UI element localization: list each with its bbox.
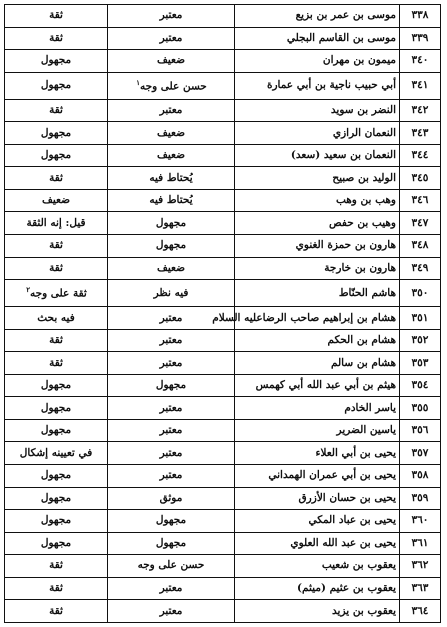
row-number-text: ٣٥٤ bbox=[411, 379, 429, 392]
status-cell-text: مجهول bbox=[40, 401, 72, 414]
narrator-name-text: يحيى بن عبد الله العلوي bbox=[290, 536, 396, 549]
narrator-name-text: يعقوب بن عثيم (ميثم) bbox=[297, 581, 396, 594]
status-cell bbox=[5, 72, 108, 99]
narrator-name bbox=[235, 397, 400, 420]
grading-cell bbox=[108, 442, 235, 465]
table-row bbox=[5, 465, 441, 488]
status-cell-text: في تعيينه إشكال bbox=[19, 446, 93, 459]
status-cell bbox=[5, 167, 108, 190]
row-number bbox=[400, 144, 441, 167]
row-number bbox=[400, 352, 441, 375]
narrator-name-text: هشام بن إبراهيم صاحب الرضاعليه السلام bbox=[212, 311, 396, 324]
status-cell-text: قيل: إنه الثقة bbox=[26, 216, 86, 229]
status-cell-text: ثقة bbox=[49, 356, 63, 369]
narrator-name bbox=[235, 419, 400, 442]
grading-cell bbox=[108, 510, 235, 533]
narrator-name-text: هشام بن الحكم bbox=[327, 334, 396, 347]
status-cell bbox=[5, 442, 108, 465]
narrator-name bbox=[235, 257, 400, 280]
row-number-text: ٣٥٢ bbox=[411, 334, 429, 347]
narrator-name-text: هشام بن سالم bbox=[330, 356, 396, 369]
grading-cell bbox=[108, 600, 235, 623]
grading-cell-text: معتبر bbox=[159, 9, 183, 22]
grading-cell bbox=[108, 555, 235, 578]
row-number-text: ٣٤٦ bbox=[411, 194, 429, 207]
row-number bbox=[400, 465, 441, 488]
narrator-name bbox=[235, 122, 400, 145]
grading-cell-text: معتبر bbox=[159, 401, 183, 414]
narrator-name-text: موسى بن عمر بن بزيع bbox=[295, 9, 396, 22]
status-cell-text: ثقة bbox=[49, 334, 63, 347]
narrator-name-text: يعقوب بن شعيب bbox=[321, 559, 396, 572]
status-cell bbox=[5, 5, 108, 28]
grading-cell bbox=[108, 397, 235, 420]
narrator-name bbox=[235, 487, 400, 510]
status-cell-text: مجهول bbox=[40, 536, 72, 549]
status-cell-text: ثقة bbox=[49, 31, 63, 44]
narrator-name-text: النضر بن سويد bbox=[330, 104, 396, 117]
narrator-name-text: يحيى بن عباد المكي bbox=[308, 514, 396, 527]
grading-cell-text: حسن على وجه bbox=[139, 80, 207, 93]
row-number-text: ٣٤١ bbox=[411, 79, 429, 92]
row-number-text: ٣٦١ bbox=[411, 536, 429, 549]
narrator-name-text: موسى بن القاسم البجلي bbox=[286, 31, 396, 44]
table-row bbox=[5, 487, 441, 510]
table-row bbox=[5, 27, 441, 50]
grading-cell bbox=[108, 465, 235, 488]
status-cell-text: ثقة bbox=[49, 9, 63, 22]
table-row bbox=[5, 122, 441, 145]
status-cell bbox=[5, 235, 108, 258]
row-number bbox=[400, 419, 441, 442]
status-cell bbox=[5, 600, 108, 623]
narrator-name bbox=[235, 5, 400, 28]
table-row bbox=[5, 50, 441, 73]
status-cell bbox=[5, 352, 108, 375]
status-cell-text: مجهول bbox=[40, 424, 72, 437]
row-number bbox=[400, 257, 441, 280]
grading-cell-text: معتبر bbox=[159, 311, 183, 324]
narrator-name bbox=[235, 465, 400, 488]
row-number bbox=[400, 374, 441, 397]
table-row bbox=[5, 212, 441, 235]
row-number-text: ٣٥٧ bbox=[411, 446, 429, 459]
narrator-name bbox=[235, 189, 400, 212]
status-cell bbox=[5, 419, 108, 442]
row-number-text: ٣٥٩ bbox=[411, 491, 429, 504]
row-number bbox=[400, 27, 441, 50]
status-cell-text: مجهول bbox=[40, 469, 72, 482]
grading-cell bbox=[108, 167, 235, 190]
status-cell-text: مجهول bbox=[40, 149, 72, 162]
table-row bbox=[5, 600, 441, 623]
status-cell bbox=[5, 532, 108, 555]
narrator-name bbox=[235, 577, 400, 600]
narrator-name bbox=[235, 329, 400, 352]
table-row bbox=[5, 352, 441, 375]
narrator-name-text: النعمان بن سعيد (سعد) bbox=[290, 149, 396, 162]
status-cell-text: ضعيف bbox=[41, 194, 71, 207]
row-number bbox=[400, 122, 441, 145]
narrator-name bbox=[235, 532, 400, 555]
status-cell-text: ثقة bbox=[49, 559, 63, 572]
status-cell-text: فيه بحث bbox=[37, 311, 75, 324]
table-row bbox=[5, 144, 441, 167]
status-cell-text: مجهول bbox=[40, 54, 72, 67]
grading-cell-text: ضعيف bbox=[156, 126, 186, 139]
table-row bbox=[5, 167, 441, 190]
row-number-text: ٣٥٠ bbox=[411, 286, 429, 299]
table-row bbox=[5, 397, 441, 420]
narrator-name-text: هيثم بن أبي عبد الله أبي كهمس bbox=[255, 379, 396, 392]
narrator-name-text: هارون بن خارجة bbox=[324, 261, 396, 274]
row-number-text: ٣٤٩ bbox=[411, 261, 429, 274]
table-row bbox=[5, 442, 441, 465]
grading-cell bbox=[108, 5, 235, 28]
row-number-text: ٣٤٧ bbox=[411, 216, 429, 229]
grading-cell bbox=[108, 99, 235, 122]
narrator-name bbox=[235, 212, 400, 235]
table-body bbox=[5, 5, 441, 623]
grading-cell-text: حسن على وجه bbox=[137, 559, 205, 572]
grading-cell-text: معتبر bbox=[159, 424, 183, 437]
status-cell bbox=[5, 510, 108, 533]
status-cell bbox=[5, 144, 108, 167]
narrator-name-text: هارون بن حمزة الغنوي bbox=[295, 239, 396, 252]
narrator-name bbox=[235, 374, 400, 397]
status-cell-text: ثقة على وجه bbox=[29, 287, 87, 300]
status-cell-text: ثقة bbox=[49, 604, 63, 617]
grading-cell bbox=[108, 27, 235, 50]
status-cell bbox=[5, 99, 108, 122]
grading-cell-text: فيه نظر bbox=[153, 286, 189, 299]
grading-cell-text: ضعيف bbox=[156, 261, 186, 274]
status-cell-text: مجهول bbox=[40, 491, 72, 504]
row-number bbox=[400, 307, 441, 330]
table-row bbox=[5, 532, 441, 555]
row-number bbox=[400, 442, 441, 465]
row-number-text: ٣٥٦ bbox=[411, 424, 429, 437]
narrator-name bbox=[235, 600, 400, 623]
table-row bbox=[5, 72, 441, 99]
grading-cell bbox=[108, 212, 235, 235]
narrator-name bbox=[235, 72, 400, 99]
grading-cell-text: يُحتاط فيه bbox=[149, 194, 193, 207]
status-cell-text: ثقة bbox=[49, 239, 63, 252]
grading-cell bbox=[108, 280, 235, 307]
row-number-text: ٣٥١ bbox=[411, 311, 429, 324]
row-number bbox=[400, 99, 441, 122]
table-row bbox=[5, 555, 441, 578]
narrator-name bbox=[235, 27, 400, 50]
footnote-marker: ٢ bbox=[26, 285, 30, 295]
row-number-text: ٣٦٣ bbox=[411, 581, 429, 594]
row-number-text: ٣٥٥ bbox=[411, 401, 429, 414]
grading-cell bbox=[108, 50, 235, 73]
grading-cell bbox=[108, 72, 235, 99]
status-cell-text: ثقة bbox=[49, 104, 63, 117]
row-number-text: ٣٣٨ bbox=[411, 9, 429, 22]
status-cell bbox=[5, 27, 108, 50]
row-number bbox=[400, 280, 441, 307]
narrator-name bbox=[235, 167, 400, 190]
table-row bbox=[5, 189, 441, 212]
grading-cell-text: مجهول bbox=[155, 216, 187, 229]
row-number-text: ٣٦٠ bbox=[411, 514, 429, 527]
grading-cell-text: موثق bbox=[159, 491, 183, 504]
table-row bbox=[5, 419, 441, 442]
grading-cell-text: معتبر bbox=[159, 356, 183, 369]
row-number bbox=[400, 510, 441, 533]
narrator-name bbox=[235, 144, 400, 167]
status-cell-text: ثقة bbox=[49, 261, 63, 274]
narrator-name-text: ياسين الضرير bbox=[336, 424, 396, 437]
grading-cell-text: مجهول bbox=[155, 379, 187, 392]
row-number-text: ٣٥٣ bbox=[411, 356, 429, 369]
grading-cell-text: يُحتاط فيه bbox=[149, 171, 193, 184]
table-row bbox=[5, 257, 441, 280]
row-number bbox=[400, 235, 441, 258]
table-row bbox=[5, 235, 441, 258]
status-cell bbox=[5, 555, 108, 578]
table-row bbox=[5, 5, 441, 28]
grading-cell bbox=[108, 487, 235, 510]
narrator-name-text: يحيى بن أبي عمران الهمداني bbox=[268, 469, 396, 482]
row-number-text: ٣٣٩ bbox=[411, 31, 429, 44]
row-number-text: ٣٦٤ bbox=[411, 604, 429, 617]
status-cell-text: مجهول bbox=[40, 126, 72, 139]
status-cell bbox=[5, 397, 108, 420]
status-cell bbox=[5, 374, 108, 397]
status-cell-text: مجهول bbox=[40, 79, 72, 92]
status-cell-text: ثقة bbox=[49, 581, 63, 594]
grading-cell bbox=[108, 577, 235, 600]
status-cell bbox=[5, 50, 108, 73]
grading-cell bbox=[108, 374, 235, 397]
row-number bbox=[400, 532, 441, 555]
status-cell bbox=[5, 329, 108, 352]
table-row bbox=[5, 307, 441, 330]
status-cell bbox=[5, 212, 108, 235]
row-number-text: ٣٤٨ bbox=[411, 239, 429, 252]
row-number bbox=[400, 397, 441, 420]
status-cell bbox=[5, 577, 108, 600]
grading-cell-text: مجهول bbox=[155, 239, 187, 252]
narrator-name bbox=[235, 555, 400, 578]
narrator-name-text: يعقوب بن يزيد bbox=[332, 604, 396, 617]
row-number bbox=[400, 555, 441, 578]
narrator-name-text: ميمون بن مهران bbox=[322, 54, 396, 67]
grading-cell bbox=[108, 189, 235, 212]
grading-cell-text: معتبر bbox=[159, 334, 183, 347]
narrator-name-text: الوليد بن صبيح bbox=[332, 171, 396, 184]
row-number bbox=[400, 600, 441, 623]
narrator-name bbox=[235, 352, 400, 375]
grading-cell-text: معتبر bbox=[159, 104, 183, 117]
grading-cell-text: معتبر bbox=[159, 446, 183, 459]
status-cell bbox=[5, 487, 108, 510]
grading-cell-text: معتبر bbox=[159, 469, 183, 482]
row-number-text: ٣٥٨ bbox=[411, 469, 429, 482]
narrator-name bbox=[235, 50, 400, 73]
grading-cell-text: ضعيف bbox=[156, 54, 186, 67]
footnote-marker: ١ bbox=[136, 77, 140, 87]
narrator-name-text: يحيى بن حسان الأزرق bbox=[298, 491, 396, 504]
row-number-text: ٣٤٢ bbox=[411, 104, 429, 117]
narrator-name bbox=[235, 280, 400, 307]
row-number bbox=[400, 577, 441, 600]
grading-cell bbox=[108, 532, 235, 555]
row-number bbox=[400, 72, 441, 99]
row-number bbox=[400, 212, 441, 235]
grading-cell-text: ضعيف bbox=[156, 149, 186, 162]
row-number bbox=[400, 189, 441, 212]
status-cell-text: مجهول bbox=[40, 514, 72, 527]
status-cell bbox=[5, 307, 108, 330]
grading-cell bbox=[108, 235, 235, 258]
grading-cell bbox=[108, 352, 235, 375]
narrators-table bbox=[4, 4, 441, 623]
status-cell-text: ثقة bbox=[49, 171, 63, 184]
status-cell-text: مجهول bbox=[40, 379, 72, 392]
row-number bbox=[400, 487, 441, 510]
grading-cell bbox=[108, 257, 235, 280]
narrator-name-text: وهب بن وهب bbox=[335, 194, 396, 207]
narrator-name bbox=[235, 510, 400, 533]
narrator-name-text: وهيب بن حفص bbox=[329, 216, 396, 229]
row-number-text: ٣٤٣ bbox=[411, 126, 429, 139]
table-row bbox=[5, 577, 441, 600]
row-number bbox=[400, 5, 441, 28]
narrator-name-text: أبي حبيب ناجية بن أبي عمارة bbox=[266, 79, 396, 92]
table-row bbox=[5, 374, 441, 397]
grading-cell-text: معتبر bbox=[159, 604, 183, 617]
table-row bbox=[5, 280, 441, 307]
status-cell bbox=[5, 465, 108, 488]
grading-cell-text: مجهول bbox=[155, 514, 187, 527]
status-cell bbox=[5, 122, 108, 145]
status-cell bbox=[5, 280, 108, 307]
row-number bbox=[400, 329, 441, 352]
table-row bbox=[5, 510, 441, 533]
grading-cell-text: معتبر bbox=[159, 581, 183, 594]
narrator-name bbox=[235, 442, 400, 465]
narrator-name-text: يحيى بن أبي العلاء bbox=[315, 446, 396, 459]
grading-cell bbox=[108, 122, 235, 145]
table-row bbox=[5, 99, 441, 122]
narrator-name-text: النعمان الرازي bbox=[332, 126, 396, 139]
status-cell bbox=[5, 257, 108, 280]
grading-cell bbox=[108, 419, 235, 442]
narrator-name-text: هاشم الحنّاط bbox=[338, 286, 396, 299]
grading-cell bbox=[108, 329, 235, 352]
grading-cell-text: معتبر bbox=[159, 31, 183, 44]
narrator-name bbox=[235, 235, 400, 258]
status-cell bbox=[5, 189, 108, 212]
row-number bbox=[400, 167, 441, 190]
row-number-text: ٣٤٠ bbox=[411, 54, 429, 67]
narrator-name bbox=[235, 99, 400, 122]
row-number-text: ٣٦٢ bbox=[411, 559, 429, 572]
grading-cell bbox=[108, 144, 235, 167]
grading-cell-text: مجهول bbox=[155, 536, 187, 549]
narrator-name bbox=[212, 307, 400, 330]
row-number-text: ٣٤٤ bbox=[411, 149, 429, 162]
narrator-name-text: ياسر الخادم bbox=[344, 401, 396, 414]
table-row bbox=[5, 329, 441, 352]
row-number bbox=[400, 50, 441, 73]
row-number-text: ٣٤٥ bbox=[411, 171, 429, 184]
